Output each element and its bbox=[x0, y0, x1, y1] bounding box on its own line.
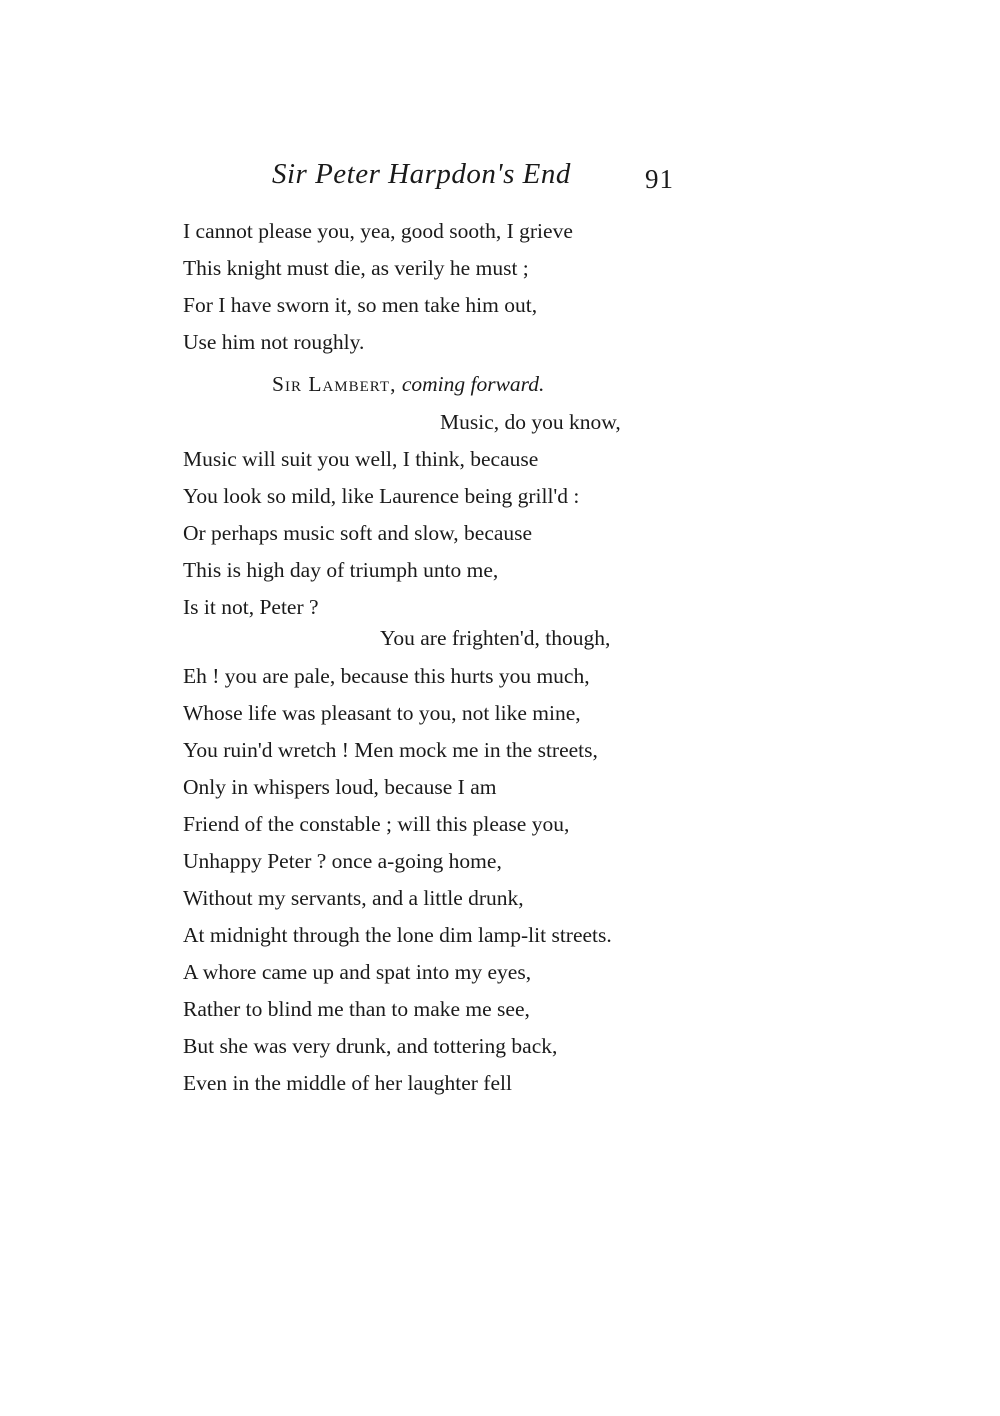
verse-line: Friend of the constable ; will this please you, bbox=[183, 812, 570, 836]
verse-line: This is high day of triumph unto me, bbox=[183, 558, 499, 582]
speaker-heading bbox=[272, 371, 544, 397]
stage-direction: coming forward. bbox=[401, 372, 545, 396]
verse-line: Music, do you know, bbox=[440, 410, 621, 434]
verse-line: Music will suit you well, I think, because bbox=[183, 447, 539, 471]
verse-line: Without my servants, and a little drunk, bbox=[183, 886, 524, 910]
verse-line: Whose life was pleasant to you, not like mine, bbox=[183, 701, 581, 725]
page-number: 91 bbox=[645, 164, 674, 194]
verse-line: You ruin'd wretch ! Men mock me in the streets, bbox=[183, 738, 598, 762]
verse-line: I cannot please you, yea, good sooth, I grieve bbox=[183, 219, 573, 243]
verse-line: Eh ! you are pale, because this hurts you much, bbox=[183, 664, 590, 688]
verse-line: Unhappy Peter ? once a-going home, bbox=[183, 849, 502, 873]
verse-line: For I have sworn it, so men take him out, bbox=[183, 293, 538, 317]
verse-line: Use him not roughly. bbox=[183, 330, 365, 354]
verse-line: You look so mild, like Laurence being grill'd : bbox=[183, 484, 580, 508]
running-head-title: Sir Peter Harpdon's End bbox=[272, 158, 571, 190]
verse-line: Rather to blind me than to make me see, bbox=[183, 997, 530, 1021]
verse-line: Even in the middle of her laughter fell bbox=[183, 1071, 512, 1095]
verse-line: Only in whispers loud, because I am bbox=[183, 775, 497, 799]
verse-line: At midnight through the lone dim lamp-lit streets. bbox=[183, 923, 612, 947]
verse-line: Or perhaps music soft and slow, because bbox=[183, 521, 533, 545]
speaker-name: Sir Lambert, bbox=[272, 372, 397, 396]
verse-line: But she was very drunk, and tottering back, bbox=[183, 1034, 558, 1058]
verse-line: Is it not, Peter ? bbox=[183, 595, 319, 619]
verse-line: This knight must die, as verily he must ; bbox=[183, 256, 529, 280]
verse-line: A whore came up and spat into my eyes, bbox=[183, 960, 532, 984]
verse-line: You are frighten'd, though, bbox=[380, 626, 611, 650]
